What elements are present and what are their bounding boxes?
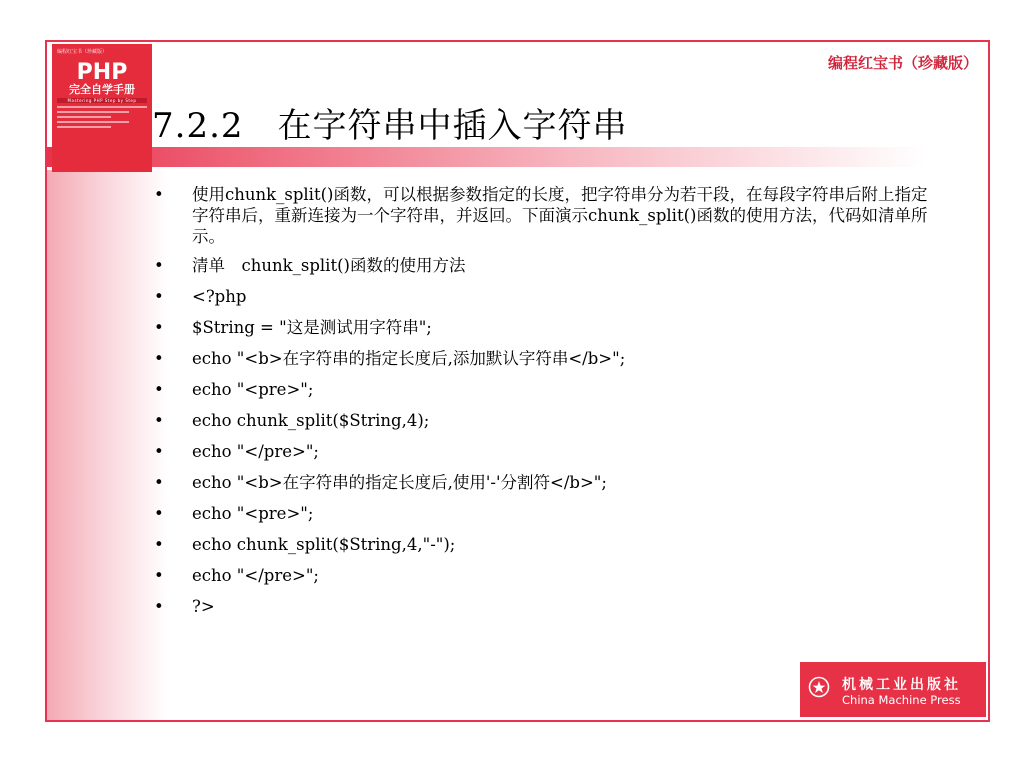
list-item: • $String = "这是测试用字符串";: [150, 317, 940, 338]
publisher-name-en: China Machine Press: [842, 693, 961, 707]
left-gradient-band: [47, 170, 167, 720]
title-underline-bar: [47, 147, 927, 167]
cover-text-line: [57, 121, 129, 123]
cover-text-line: [57, 116, 111, 118]
list-item: • echo chunk_split($String,4,"-");: [150, 534, 940, 555]
section-number: 7.2.2: [152, 106, 244, 146]
list-item: • echo "<b>在字符串的指定长度后,添加默认字符串</b>";: [150, 348, 940, 369]
list-item: • 使用chunk_split()函数，可以根据参数指定的长度，把字符串分为若干段，在每段字符串后附上指定字符串后，重新连接为一个字符串，并返回。下面演示chunk_split()函数的使用方法，代码如清单所示。: [150, 184, 940, 247]
list-item: • echo "</pre>";: [150, 441, 940, 462]
brand-label: 编程红宝书（珍藏版）: [827, 54, 978, 72]
cover-text-line: [57, 106, 147, 108]
list-item: • 清单 chunk_split()函数的使用方法: [150, 255, 940, 276]
publisher-name-cn: 机械工业出版社: [842, 677, 961, 693]
cover-text-line: [57, 111, 129, 113]
list-item: • echo "<pre>";: [150, 379, 940, 400]
page-title: [152, 98, 628, 147]
list-item: • echo "</pre>";: [150, 565, 940, 586]
bullet-list: [150, 184, 940, 627]
list-item: • echo chunk_split($String,4);: [150, 410, 940, 431]
list-item: • <?php: [150, 286, 940, 307]
publisher-logo: [800, 662, 986, 717]
publisher-emblem-icon: [808, 676, 830, 698]
cover-series: 编程红宝书（珍藏版）: [57, 49, 108, 55]
cover-text-line: [57, 126, 111, 128]
list-item: • echo "<pre>";: [150, 503, 940, 524]
list-item: • echo "<b>在字符串的指定长度后,使用'-'分割符</b>";: [150, 472, 940, 493]
list-item: • ?>: [150, 596, 940, 617]
cover-title-main: PHP: [76, 60, 128, 85]
book-cover-image: [52, 44, 152, 172]
cover-title-en: Mastering PHP Step by Step: [57, 98, 147, 103]
cover-title-cn: 完全自学手册: [69, 83, 135, 96]
section-title: 在字符串中插入字符串: [277, 106, 628, 146]
